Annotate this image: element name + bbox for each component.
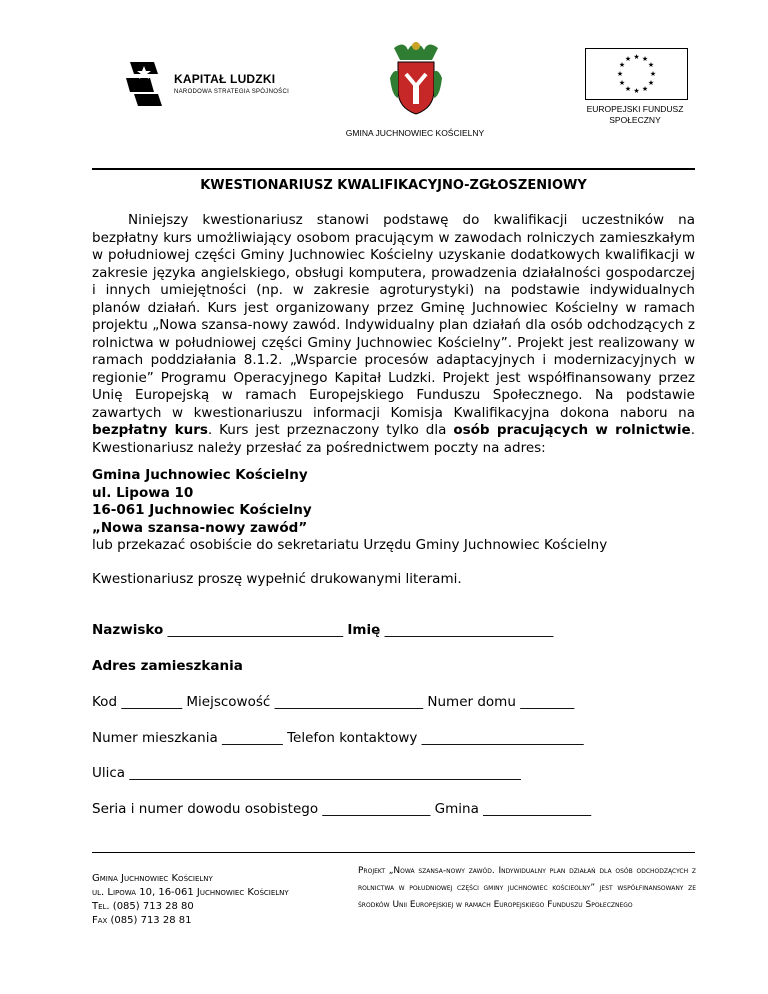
ulica-label: Ulica — [92, 765, 126, 781]
footer-left-line4: Fax (085) 713 28 81 — [92, 915, 192, 926]
address-line2: ul. Lipowa 10 — [92, 484, 194, 501]
intro-bold1: bezpłatny kurs — [92, 422, 208, 438]
nr-mieszkania-label: Numer mieszkania — [92, 730, 218, 746]
intro-part3: . Kwestionariusz należy przesłać za pośrednictwem poczty na adres: — [92, 422, 695, 456]
header-divider — [92, 168, 695, 170]
kapital-ludzki-logo — [124, 60, 314, 110]
address-line1: Gmina Juchnowiec Kościelny — [92, 467, 308, 483]
intro-part1: Niniejszy kwestionariusz stanowi podstawę do kwalifikacji uczestników na bezpłatny kurs umożliwiający osobom pracującym w zawodach rolniczych zamieszkałym w południowej części Gminy Juchnowiec Kościelny uzyskanie dodatkowych kwalifikacji w zakresie języka angielskiego, obsługi komputera, prowadzenia działalności gospodarczej i innych umiejętności (np. w zakresie agroturystyki) na podstawie indywidualnych planów działań. Kurs jest organizowany przez Gminę Juchnowiec Kościelny w ramach projektu „Nowa szansa-nowy zawód. Indywidualny plan działań dla osób odchodzących z rolnictwa w południowej części Gminy Juchnowiec Kościelny”. Projekt jest realizowany w ramach poddziałania 8.1.2. „Wsparcie procesów adaptacyjnych i modernizacyjnych w regionie” Programu Operacyjnego Kapitał Ludzki. Projekt jest współfinansowany przez Unię Europejską w ramach Europejskiego Funduszu Społecznego. Na podstawie zawartych w kwestionariuszu informacji Komisja Kwalifikacyjna dokona naboru na — [92, 212, 695, 421]
intro-bold2: osób pracujących w rolnictwie — [453, 422, 691, 438]
footer-left-line1: Gmina Juchnowiec Kościelny — [92, 873, 213, 884]
adres-heading: Adres zamieszkania — [92, 658, 243, 674]
svg-text:★: ★ — [618, 61, 626, 69]
nazwisko-label: Nazwisko — [92, 622, 164, 638]
id-row — [92, 801, 591, 817]
svg-text:★: ★ — [616, 70, 624, 78]
address-line3: 16-061 Juchnowiec Kościelny — [92, 502, 312, 518]
imie-field[interactable]: _________________________ — [384, 622, 554, 638]
fill-instruction: Kwestionariusz proszę wypełnić drukowanymi literami. — [92, 571, 462, 587]
nr-mieszkania-field[interactable]: _________ — [222, 730, 283, 746]
nr-domu-label: Numer domu — [427, 694, 516, 710]
kapital-ludzki-title: KAPITAŁ LUDZKI — [174, 72, 276, 86]
miejscowosc-field[interactable]: ______________________ — [274, 694, 424, 710]
svg-text:★: ★ — [624, 55, 632, 63]
footer-divider — [92, 852, 695, 853]
kod-field[interactable]: _________ — [121, 694, 183, 710]
nr-domu-field[interactable]: ________ — [520, 694, 575, 710]
eu-caption-line2: SPOŁECZNY — [609, 115, 661, 125]
contact-row — [92, 730, 584, 746]
svg-text:★: ★ — [647, 61, 655, 69]
eu-caption-line1: EUROPEJSKI FUNDUSZ — [586, 104, 684, 114]
svg-text:★: ★ — [641, 55, 649, 63]
footer-contact — [92, 872, 289, 928]
kapital-ludzki-subtitle: NARODOWA STRATEGIA SPÓJNOŚCI — [174, 89, 290, 95]
svg-text:★: ★ — [649, 70, 657, 78]
eu-flag-icon — [585, 48, 688, 100]
footer-left-line3: Tel. (085) 713 28 80 — [92, 901, 194, 912]
nazwisko-field[interactable]: __________________________ — [167, 622, 344, 638]
intro-part2: . Kurs jest przeznaczony tylko dla — [207, 422, 454, 438]
address-line5: lub przekazać osobiście do sekretariatu Urzędu Gminy Juchnowiec Kościelny — [92, 537, 608, 553]
gmina-caption: GMINA JUCHNOWIEC KOŚCIELNY — [345, 128, 485, 138]
telefon-label: Telefon kontaktowy — [287, 730, 418, 746]
dowod-field[interactable]: ________________ — [322, 801, 431, 817]
intro-paragraph — [92, 212, 695, 457]
footer-project-note: Projekt „Nowa szansa-nowy zawód. Indywidualny plan działań dla osób odchodzących z rolnictwa w południowej części gminy juchnowiec kościeolny” jest współfinansowany ze środków Unii Europejskiej w ramach Europejskiego Funduszu Społecznego — [358, 866, 696, 910]
imie-label: Imię — [347, 622, 381, 638]
dowod-label: Seria i numer dowodu osobistego — [92, 801, 319, 817]
svg-text:★: ★ — [618, 79, 626, 87]
eu-fund-caption — [560, 104, 710, 126]
svg-text:★: ★ — [633, 53, 640, 61]
svg-text:★: ★ — [633, 87, 640, 95]
kod-label: Kod — [92, 694, 118, 710]
document-title: KWESTIONARIUSZ KWALIFIKACYJNO-ZGŁOSZENIOWY — [200, 178, 587, 193]
kapital-ludzki-mark-icon — [124, 60, 164, 108]
mailing-address — [92, 467, 695, 555]
coat-of-arms-icon — [386, 38, 446, 118]
gmina-field[interactable]: ________________ — [483, 801, 592, 817]
street-row — [92, 765, 521, 781]
miejscowosc-label: Miejscowość — [186, 694, 271, 710]
footer-left-line2: ul. Lipowa 10, 16-061 Juchnowiec Kościelny — [92, 887, 289, 898]
svg-text:★: ★ — [624, 85, 632, 93]
svg-text:★: ★ — [647, 79, 655, 87]
gmina-label: Gmina — [434, 801, 479, 817]
telefon-field[interactable]: ________________________ — [421, 730, 584, 746]
address-line4: „Nowa szansa-nowy zawód” — [92, 519, 308, 536]
svg-text:★: ★ — [641, 85, 649, 93]
address-row — [92, 694, 574, 710]
name-row — [92, 622, 553, 638]
ulica-field[interactable]: __________________________________________________________ — [129, 765, 521, 781]
